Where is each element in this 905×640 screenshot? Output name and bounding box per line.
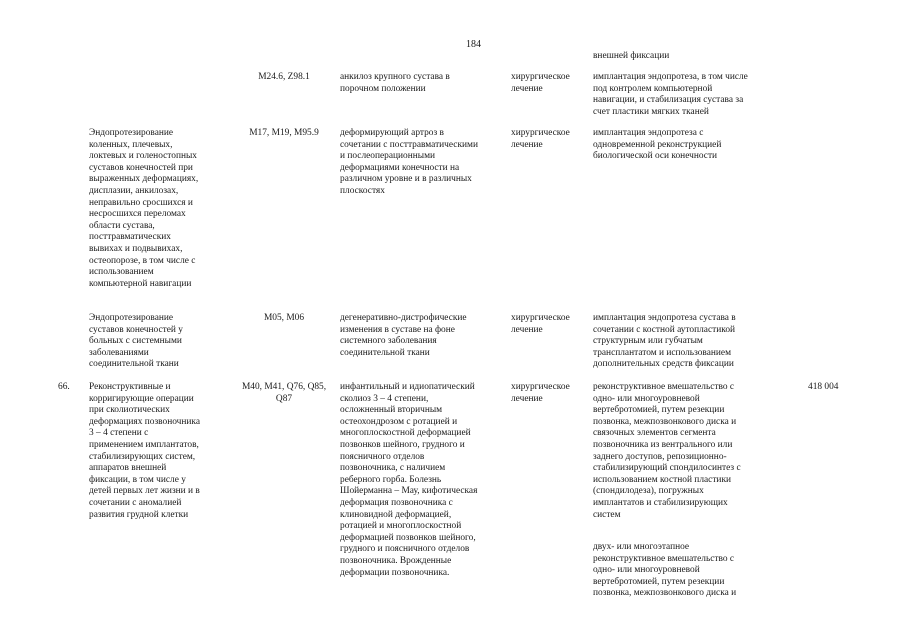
- row-3-method-alternative: двух- или многоэтапное реконструктивное вмешательство с одно- или многоуровневой вертебротомией, путем резекции позвонка, межпозвонкового диска и: [593, 542, 737, 599]
- row-3-cost: 418 004: [808, 382, 839, 392]
- row-2-method: имплантация эндопротеза сустава в сочетании с костной аутопластикой структурным или губчатым трансплантатом и использованием дополнительных средств фиксации: [593, 313, 736, 370]
- row-0-treatment-type: хирургическое лечение: [511, 72, 570, 94]
- page-number: 184: [466, 39, 481, 50]
- row-3-number: 66.: [58, 382, 70, 392]
- row-2-model: дегенеративно-дистрофические изменения в суставе на фоне системного заболевания соединительной ткани: [340, 313, 467, 358]
- row-1-codes: M17, M19, M95.9: [249, 128, 319, 138]
- row-0-codes: M24.6, Z98.1: [258, 72, 310, 82]
- row-2-name: Эндопротезирование суставов конечностей у больных с системными заболеваниями соединительной ткани: [89, 313, 183, 370]
- carryover-method-text: внешней фиксации: [593, 51, 670, 61]
- row-0-model: анкилоз крупного сустава в порочном положении: [340, 72, 450, 94]
- row-3-model: инфантильный и идиопатический сколиоз 3 – 4 степени, осложненный вторичным остеохондрозом с ротацией и многоплоскостной деформацией позвонков шейного, грудного и поясничного отделов позвоночника, с наличием реберного горба. Болезнь Шойерманна – Мау, кифотическая деформация позвоночника с клиновидной деформацией, ротацией и многоплоскостной деформацией позвонков шейного, грудного и поясничного отделов позвоночника. Врожденные деформации позвоночника.: [340, 382, 478, 578]
- row-1-name: Эндопротезирование коленных, плечевых, локтевых и голеностопных суставов конечностей при выраженных деформациях, дисплазии, анкилозах, неправильно сросшихся и несросшихся переломах области сустава, посттравматических вывихах и подвывихах, остеопорозе, в том числе с использованием компьютерной навигации: [89, 128, 199, 289]
- row-3-name: Реконструктивные и корригирующие операции при сколиотических деформациях позвоночника 3 – 4 степени с применением имплантатов, стабилизирующих систем, аппаратов внешней фиксации, в том числе у детей первых лет жизни и в сочетании с аномалией развития грудной клетки: [89, 382, 201, 520]
- row-2-treatment-type: хирургическое лечение: [511, 313, 570, 335]
- row-0-method: имплантация эндопротеза, в том числе под контролем компьютерной навигации, и стабилизация сустава за счет пластики мягких тканей: [593, 72, 748, 117]
- row-3-treatment-type: хирургическое лечение: [511, 382, 570, 404]
- row-3-codes: M40, M41, Q76, Q85, Q87: [241, 382, 327, 404]
- row-2-codes: M05, M06: [263, 313, 305, 323]
- row-1-treatment-type: хирургическое лечение: [511, 128, 570, 150]
- row-3-method: реконструктивное вмешательство с одно- или многоуровневой вертебротомией, путем резекции позвонка, межпозвонкового диска и связочных элементов сегмента позвоночника из вентрального или заднего доступов, репозиционно- стабилизирующий спондилосинтез с использованием костной пластики (спондилодеза), погружных имплантатов и стабилизирующих систем: [593, 382, 741, 520]
- row-1-model: деформирующий артроз в сочетании с посттравматическими и послеоперационными деформациями конечности на различном уровне и в различных плоскостях: [340, 128, 478, 196]
- row-1-method: имплантация эндопротеза с одновременной реконструкцией биологической оси конечности: [593, 128, 722, 162]
